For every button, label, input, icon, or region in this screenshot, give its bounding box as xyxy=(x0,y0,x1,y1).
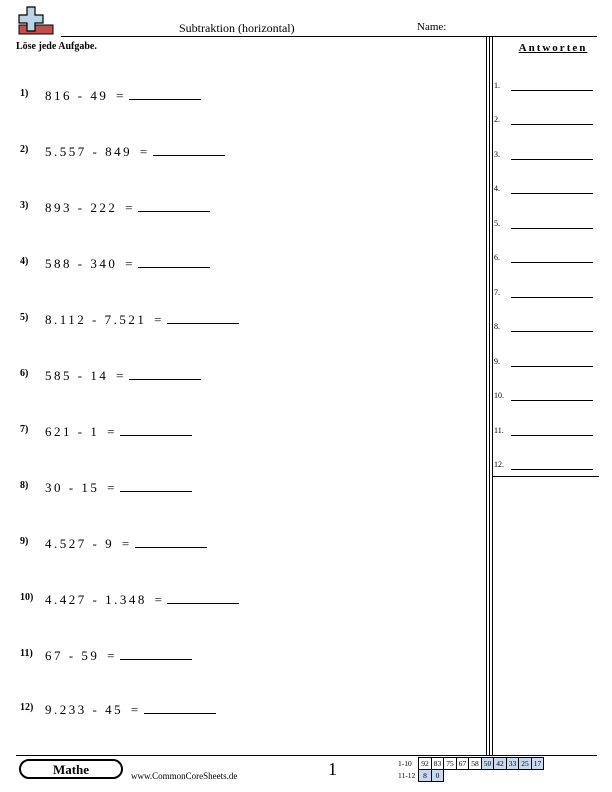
score-cell: 42 xyxy=(494,758,507,770)
problem-number: 7) xyxy=(20,424,29,435)
problem-number: 2) xyxy=(20,144,29,155)
answer-blank[interactable] xyxy=(129,369,201,380)
score-row-label: 11-12 xyxy=(398,771,416,780)
footer-rule xyxy=(16,755,597,756)
answer-number: 3. xyxy=(494,150,500,159)
answer-number: 5. xyxy=(494,219,500,228)
score-cell: 33 xyxy=(506,758,519,770)
score-row-label: 1-10 xyxy=(398,759,412,768)
score-cell: 92 xyxy=(419,758,432,770)
answer-number: 1. xyxy=(494,81,500,90)
score-cell: 0 xyxy=(431,770,444,782)
equals-sign: = xyxy=(139,144,150,159)
score-cell: 67 xyxy=(456,758,469,770)
answer-blank[interactable] xyxy=(120,425,192,436)
problem-number: 11) xyxy=(20,648,33,659)
score-table xyxy=(396,757,544,782)
divider-line xyxy=(489,37,490,755)
instructions: Löse jede Aufgabe. xyxy=(16,41,97,52)
answer-blank[interactable] xyxy=(511,400,593,401)
page-title: Subtraktion (horizontal) xyxy=(179,21,295,35)
equals-sign: = xyxy=(154,312,164,327)
answer-blank[interactable] xyxy=(135,537,207,548)
equals-sign: = xyxy=(116,368,126,383)
equals-sign: = xyxy=(107,424,117,439)
answer-blank[interactable] xyxy=(138,257,210,268)
answer-number: 8. xyxy=(494,322,500,331)
answer-number: 11. xyxy=(494,426,504,435)
problem-expression: 9.233 - 45 xyxy=(45,702,124,717)
answer-blank[interactable] xyxy=(153,145,225,156)
problem-number: 3) xyxy=(20,200,29,211)
answer-number: 9. xyxy=(494,357,500,366)
problem-expression: 893 - 222 xyxy=(45,200,118,215)
answer-number: 6. xyxy=(494,253,500,262)
equals-sign: = xyxy=(125,256,135,271)
answer-blank[interactable] xyxy=(511,124,593,125)
problem-expression: 5.557 - 849 xyxy=(45,144,133,159)
score-row xyxy=(396,770,544,782)
score-cell: 75 xyxy=(444,758,457,770)
answer-blank[interactable] xyxy=(511,159,593,160)
answer-blank[interactable] xyxy=(120,649,192,660)
problem-expression: 8.112 - 7.521 xyxy=(45,312,147,327)
problem-expression: 816 - 49 xyxy=(45,88,109,103)
problem-number: 4) xyxy=(20,256,29,267)
answer-blank[interactable] xyxy=(167,313,239,324)
answer-blank[interactable] xyxy=(511,262,593,263)
problem-expression: 588 - 340 xyxy=(45,256,118,271)
equals-sign: = xyxy=(154,592,165,607)
plus-minus-logo-icon xyxy=(17,5,55,37)
answer-blank[interactable] xyxy=(511,366,593,367)
answer-blank[interactable] xyxy=(120,481,192,492)
score-cell: 83 xyxy=(431,758,444,770)
answer-blank[interactable] xyxy=(511,435,593,436)
answer-blank[interactable] xyxy=(129,89,201,100)
answers-bottom-rule xyxy=(493,476,599,477)
name-label: Name: xyxy=(417,21,447,33)
answer-blank[interactable] xyxy=(511,228,593,229)
answer-number: 4. xyxy=(494,184,500,193)
problem-expression: 621 - 1 xyxy=(45,424,100,439)
equals-sign: = xyxy=(107,648,117,663)
answer-blank[interactable] xyxy=(167,593,239,604)
footer-url: www.CommonCoreSheets.de xyxy=(131,771,238,781)
answer-blank[interactable] xyxy=(511,297,593,298)
page-number: 1 xyxy=(328,759,337,779)
score-empty xyxy=(444,770,544,782)
problem-number: 5) xyxy=(20,312,29,323)
score-cell: 58 xyxy=(469,758,482,770)
equals-sign: = xyxy=(121,536,132,551)
answer-blank[interactable] xyxy=(511,469,593,470)
equals-sign: = xyxy=(130,702,141,717)
divider-line xyxy=(492,37,493,755)
answer-blank[interactable] xyxy=(144,703,216,714)
answer-blank[interactable] xyxy=(511,193,593,194)
answer-number: 10. xyxy=(494,391,504,400)
answers-heading: Antworten xyxy=(518,42,588,54)
answer-number: 7. xyxy=(494,288,500,297)
problem-number: 1) xyxy=(20,88,29,99)
problem-expression: 67 - 59 xyxy=(45,648,100,663)
header-rule xyxy=(61,36,597,37)
footer-logo: Mathe xyxy=(19,759,123,779)
answer-number: 2. xyxy=(494,115,500,124)
answer-blank[interactable] xyxy=(138,201,210,212)
answer-number: 12. xyxy=(494,460,504,469)
problem-number: 12) xyxy=(20,702,34,713)
problem-expression: 4.527 - 9 xyxy=(45,536,115,551)
problem-expression: 30 - 15 xyxy=(45,480,100,495)
equals-sign: = xyxy=(116,88,126,103)
score-cell: 8 xyxy=(419,770,432,782)
problem-number: 9) xyxy=(20,536,29,547)
score-cell: 17 xyxy=(531,758,544,770)
problem-number: 6) xyxy=(20,368,29,379)
equals-sign: = xyxy=(125,200,135,215)
answer-blank[interactable] xyxy=(511,331,593,332)
problem-expression: 4.427 - 1.348 xyxy=(45,592,147,607)
score-cell: 50 xyxy=(481,758,494,770)
problem-number: 8) xyxy=(20,480,29,491)
problem-expression: 585 - 14 xyxy=(45,368,109,383)
score-cell: 25 xyxy=(519,758,532,770)
equals-sign: = xyxy=(107,480,117,495)
score-row xyxy=(396,758,544,770)
divider-line xyxy=(486,37,487,755)
problem-number: 10) xyxy=(20,592,34,603)
answer-blank[interactable] xyxy=(511,90,593,91)
